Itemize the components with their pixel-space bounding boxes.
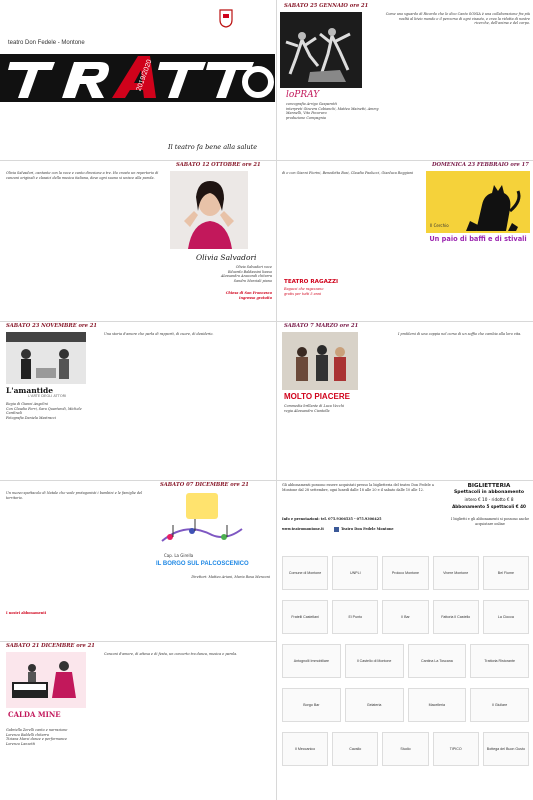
- event-description: Come uno sguardo di Ricordo che le dico Canto SONIA è una collaborazione fra più realtà al bivio mondo e il percorso di ogni vissuto, e crea la ridotta di nostre ricerche, dell'anima e del corpo.: [385, 12, 530, 26]
- singer-photo: [170, 171, 248, 249]
- sponsor-logo: Il Bar: [382, 600, 428, 634]
- info-facebook[interactable]: Teatro Don Fedele Montone: [341, 527, 394, 531]
- sponsor-logo: Vivere Montone: [433, 556, 479, 590]
- sponsor-logo: Macelleria: [408, 688, 467, 722]
- sponsor-logos: [278, 552, 533, 800]
- event-place: Chiesa di San Francesco ingresso gratuito: [225, 291, 272, 300]
- event-subtitle: L'ARTE DEGLI ATTORI: [28, 394, 67, 398]
- event-date: SABATO 21 DICEMBRE ore 21: [6, 643, 95, 649]
- crest-icon: [218, 8, 234, 28]
- box-subscription: Abbonamento 5 spettacoli € 40: [452, 504, 526, 509]
- event-title: IL BORGO SUL PALCOSCENICO: [156, 561, 249, 567]
- piano-icon: [6, 652, 86, 708]
- event-description: Un nuovo spettacolo di Natale che vede protagonisti i bambini e le famiglie del territorio.: [6, 491, 143, 500]
- tratto-logo-icon: [0, 48, 275, 108]
- tagline: Il teatro fa bene alla salute: [168, 143, 258, 151]
- event-credits: di e con Gianni Fiorini, Benedetta Bosi, Claudio Paolucci, Gianluca Reggiani: [282, 171, 414, 175]
- event-title: CALDA MINE: [8, 710, 61, 719]
- event-domenica-23-febbraio: [278, 161, 533, 321]
- sponsor-logo: Fratelli Castellani: [282, 600, 328, 634]
- dancers-icon: [280, 12, 362, 88]
- event-title: L'amantide: [6, 386, 54, 395]
- event-title: loPRAY: [286, 90, 320, 100]
- sponsor-logo: Cantina La Toscana: [408, 644, 467, 678]
- teatro-ragazzi: TEATRO RAGAZZI: [284, 279, 339, 285]
- event-credits: Gabriella Zerelli canto e narrazione Lorenzo Baldelli chitarra Tiziana Marzi danze e performance Lorenzo Lanzetti: [6, 728, 68, 746]
- comedy-photo: [282, 332, 358, 390]
- event-sabato-23-novembre: [0, 322, 275, 480]
- season-label: 2019/2020: [135, 58, 154, 93]
- info-phone: Info e prenotazioni: tel. 075.9306535 - 075.9306425: [282, 517, 382, 521]
- dance-photo: [280, 12, 362, 88]
- concert-poster: [6, 652, 86, 708]
- sponsor-logo: TIPICO: [433, 732, 479, 766]
- event-date: DOMENICA 23 FEBBRAIO ore 17: [432, 162, 529, 168]
- event-sabato-7-marzo: [278, 322, 533, 480]
- logo-band: [0, 48, 275, 108]
- box-note: I biglietti e gli abbonamenti si possono anche acquistare online: [450, 517, 530, 526]
- event-date: SABATO 25 GENNAIO ore 21: [284, 3, 369, 9]
- event-sabato-25-gennaio: [278, 0, 533, 160]
- sponsor-logo: Bel Fiume: [483, 556, 529, 590]
- sponsor-logo: Proloco Montone: [382, 556, 428, 590]
- sponsor-logo: Gelateria: [345, 688, 404, 722]
- comedy-scene-icon: [282, 332, 358, 390]
- event-title: Un paio di baffi e di stivali: [429, 235, 527, 243]
- event-sabato-21-dicembre: [0, 642, 275, 800]
- sponsor-logo: Antognolli Immobiliare: [282, 644, 341, 678]
- event-sabato-07-dicembre: [0, 481, 275, 641]
- event-credits: Direttori: Matteo Ariani, Maria Rosa Menconi: [191, 575, 270, 579]
- info-web[interactable]: www.teatromontone.it: [282, 527, 324, 531]
- sponsor-logo: Comune di Montone: [282, 556, 328, 590]
- box-subtitle: Spettacoli in abbonamento: [453, 490, 524, 495]
- music-poster: [156, 491, 246, 551]
- event-credits: Regia di Gianni Angelini Con Claudio Ferri, Sara Quartaroli, Michele Cardinali Fotografia Daniela Mastracci: [6, 402, 82, 420]
- event-note: I nostri abbonamenti: [6, 611, 47, 615]
- event-credits: Olivia Salvadori voce Edoardo Baldassini basso Alessandro Anacondi chitarra Sandro Marziali piano: [220, 265, 272, 283]
- ticket-info: [278, 481, 533, 551]
- event-description: Una storia d'amore che parla di rapporti, di cuore, di desiderio.: [104, 332, 214, 336]
- teatro-ragazzi-note: Ragazzi che ragazzano gratis per tutti 5 anni: [284, 287, 324, 296]
- event-date: SABATO 07 DICEMBRE ore 21: [160, 482, 249, 488]
- sponsor-logo: Il Giullare: [470, 688, 529, 722]
- sponsor-logo: El Punto: [332, 600, 378, 634]
- sponsor-logo: UNPLI: [332, 556, 378, 590]
- theatre-name: teatro Don Fedele - Montone: [8, 40, 85, 46]
- event-description: Canzoni d'amore, di attesa e di festa, un concerto tra danza, musica e parola.: [104, 652, 238, 656]
- sponsor-logo: Borgo Bar: [282, 688, 341, 722]
- sponsor-logo: Fattoria Il Castello: [433, 600, 479, 634]
- event-title: Olivia Salvadori: [196, 253, 257, 262]
- event-credits: coreografia Arrigo Gasparotti interpreti Ginevra Cobianchi, Matteo Mainetti, Ammy Mannelli, Vito Pecoraro produzione Compagnia: [286, 102, 379, 120]
- divider: [276, 0, 277, 800]
- sponsor-logo: Bottega del Buon Gusto: [483, 732, 529, 766]
- event-description: Olivia Salvadori, cantante con la voce e canto direzione a tre. Ho creato un repertorio di canzoni originali e classici della musica italiana, dove ogni suono si unisce alla parola.: [6, 171, 159, 180]
- event-date: SABATO 23 NOVEMBRE ore 21: [6, 323, 97, 329]
- facebook-icon: [334, 527, 339, 532]
- sponsor-logo: Il Castello di Montone: [345, 644, 404, 678]
- sponsor-logo: Trattoria Ristorante: [470, 644, 529, 678]
- sponsor-logo: Studio: [382, 732, 428, 766]
- event-company: Il Cerchio: [430, 223, 449, 228]
- sponsor-logo: Il Meccanico: [282, 732, 328, 766]
- info-text: Gli abbonamenti possono essere acquistati presso la biglietteria del teatro Don Fedele a Montone dal 28 settembre, ogni lunedì dalle 18 alle 20 e il sabato dalle 10 alle 12.: [282, 483, 434, 492]
- event-credits: Commedia brillante di Luca Vecchi regia Alessandro Ciantella: [284, 404, 345, 413]
- event-date: SABATO 7 MARZO ore 21: [284, 323, 359, 329]
- sponsor-logo: Cavallo: [332, 732, 378, 766]
- music-notes-icon: [156, 491, 246, 551]
- event-description: I problemi di una coppia nel corso di un soffio che cambia alla loro vita.: [398, 332, 522, 336]
- stage-photo: [6, 332, 86, 384]
- box-price: intero € 10 - ridotto € 8: [464, 497, 514, 502]
- header-block: [0, 0, 275, 160]
- event-date: SABATO 12 OTTOBRE ore 21: [176, 162, 261, 168]
- event-sabato-12-ottobre: [0, 161, 275, 321]
- portrait-icon: [170, 171, 248, 249]
- sponsors-block: [278, 552, 533, 800]
- sponsor-logo: La Ciocca: [483, 600, 529, 634]
- event-title: MOLTO PIACERE: [284, 392, 350, 401]
- box-title: BIGLIETTERIA: [467, 483, 511, 489]
- stage-scene-icon: [6, 332, 86, 384]
- event-company: Cap. La Girella: [164, 553, 194, 558]
